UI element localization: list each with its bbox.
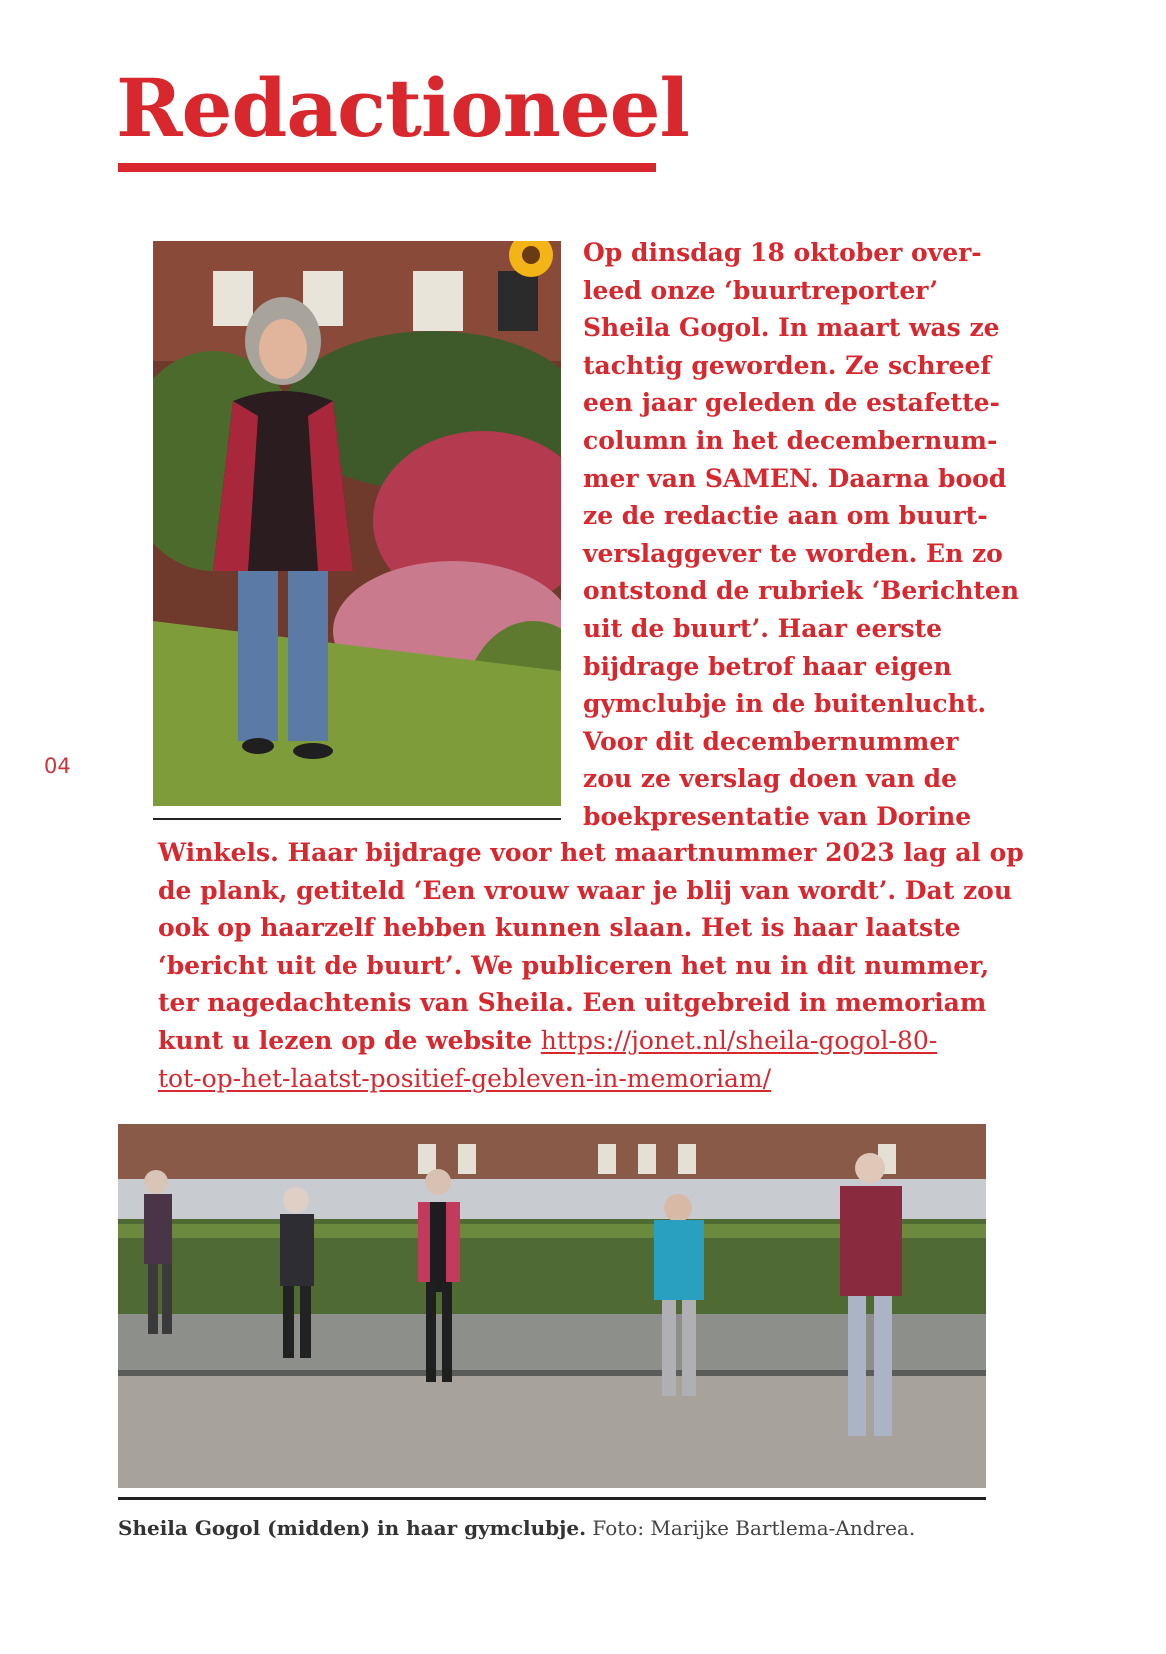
article-line: verslaggever te worden. En zo: [583, 538, 1003, 568]
article-line: ook op haarzelf hebben kunnen slaan. Het is haar laatste: [158, 913, 961, 943]
article-line: Winkels. Haar bijdrage voor het maartnummer 2023 lag al op: [158, 838, 1024, 867]
article-line: uit de buurt’. Haar eerste: [583, 613, 943, 643]
article-line: ontstond de rubriek ‘Berichten: [583, 576, 1020, 606]
article-line: gymclubje in de buitenlucht.: [583, 689, 987, 719]
article-line: Voor dit decembernummer: [583, 726, 959, 756]
photo-divider: [153, 818, 561, 820]
photo-credit: Foto: Marijke Bartlema-Andrea.: [586, 1516, 916, 1540]
group-photo: [118, 1124, 986, 1488]
article-line: de plank, getiteld ‘Een vrouw waar je blij van wordt’. Dat zou: [158, 875, 1013, 905]
portrait-photo: [153, 241, 561, 806]
article-line: ‘bericht uit de buurt’. We publiceren het nu in dit nummer,: [158, 950, 990, 980]
article-line: leed onze ‘buurtreporter’: [583, 275, 939, 305]
link-lead-text: kunt u lezen op de website: [158, 1025, 541, 1055]
article-line: Op dinsdag 18 oktober over-: [583, 238, 982, 267]
article-line: tachtig geworden. Ze schreef: [583, 350, 992, 380]
page-title: Redactioneel: [116, 61, 689, 155]
caption-divider: [118, 1497, 986, 1500]
article-line: zou ze verslag doen van de: [583, 764, 958, 794]
article-line: bijdrage betrof haar eigen: [583, 651, 952, 681]
article-line: ze de redactie aan om buurt-: [583, 501, 988, 531]
title-underline: [118, 163, 656, 172]
article-line: ter nagedachtenis van Sheila. Een uitgebreid in memoriam: [158, 988, 987, 1018]
article-line: Sheila Gogol. In maart was ze: [583, 313, 1000, 343]
article-line: column in het decembernum-: [583, 425, 998, 455]
article-line: mer van SAMEN. Daarna bood: [583, 463, 1007, 493]
article-text-top: [583, 234, 1019, 836]
article-text-bottom: [158, 834, 1024, 1097]
website-link[interactable]: https://jonet.nl/sheila-gogol-80-: [540, 1025, 938, 1055]
website-link-continued[interactable]: tot-op-het-laatst-positief-gebleven-in-memoriam/: [158, 1063, 772, 1093]
article-line: boekpresentatie van Dorine: [583, 801, 972, 831]
article-line: een jaar geleden de estafette-: [583, 388, 1000, 418]
article-line-with-link: [158, 1022, 1024, 1060]
photo-caption: [118, 1516, 915, 1540]
page-number: 04: [44, 754, 71, 778]
caption-text: Sheila Gogol (midden) in haar gymclubje.: [118, 1516, 587, 1540]
